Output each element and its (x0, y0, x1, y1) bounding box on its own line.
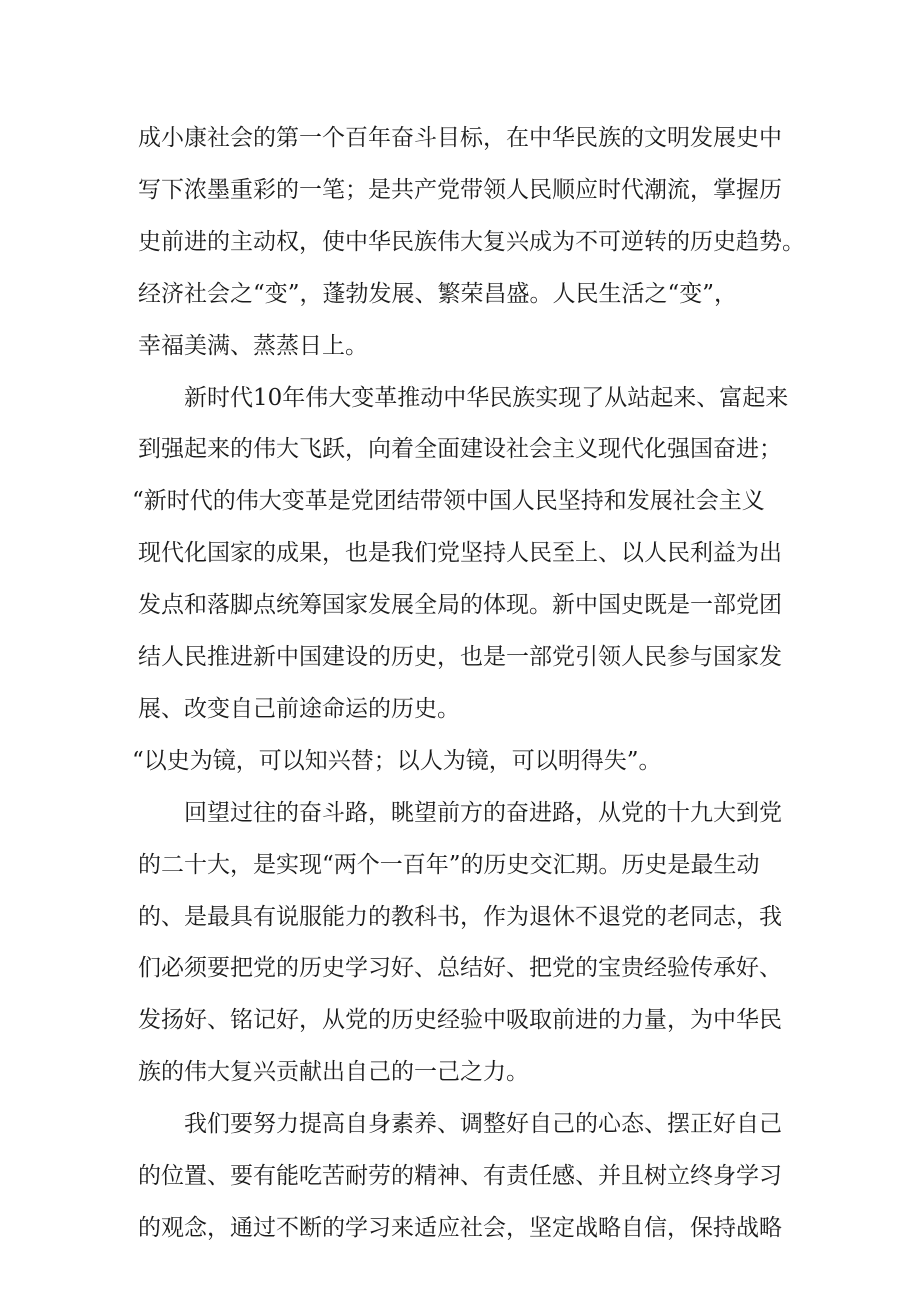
text-line: 展、改变自己前途命运的历史。 (138, 696, 460, 722)
paragraph-start-line: 新时代10年伟大变革推动中华民族实现了从站起来、富起来 (184, 385, 789, 411)
text-line: 成小康社会的第一个百年奋斗目标，在中华民族的文明发展史中 (138, 125, 782, 151)
text-line: 的、是最具有说服能力的教科书，作为退休不退党的老同志，我 (138, 904, 782, 930)
text-line: “新时代的伟大变革是党团结带领中国人民坚持和发展社会主义 (132, 488, 765, 514)
text-line: 的二十大，是实现“两个一百年”的历史交汇期。历史是最生动 (138, 852, 760, 878)
text-line: 史前进的主动权，使中华民族伟大复兴成为不可逆转的历史趋势。 (138, 229, 805, 255)
text-line: 现代化国家的成果，也是我们党坚持人民至上、以人民利益为出 (138, 540, 782, 566)
text-line: 的观念，通过不断的学习来适应社会，坚定战略自信，保持战略 (138, 1215, 782, 1241)
text-line: 族的伟大复兴贡献出自己的一己之力。 (138, 1059, 529, 1085)
text-line: 经济社会之“变”，蓬勃发展、繁荣昌盛。人民生活之“变”， (138, 281, 738, 307)
text-line: 幸福美满、蒸蒸日上。 (138, 333, 368, 359)
paragraph-start-line: 回望过往的奋斗路，眺望前方的奋进路，从党的十九大到党 (184, 800, 782, 826)
text-line: 写下浓墨重彩的一笔；是共产党带领人民顺应时代潮流，掌握历 (138, 177, 782, 203)
text-line: 到强起来的伟大飞跃，向着全面建设社会主义现代化强国奋进； (138, 436, 782, 462)
text-line: 的位置、要有能吃苦耐劳的精神、有责任感、并且树立终身学习 (138, 1163, 782, 1189)
paragraph-start-line: 我们要努力提高自身素养、调整好自己的心态、摆正好自己 (184, 1111, 782, 1137)
text-line: 发点和落脚点统筹国家发展全局的体现。新中国史既是一部党团 (138, 592, 782, 618)
quote-line: “以史为镜，可以知兴替；以人为镜，可以明得失”。 (132, 748, 662, 774)
text-line: 发扬好、铭记好，从党的历史经验中吸取前进的力量，为中华民 (138, 1007, 782, 1033)
text-line: 结人民推进新中国建设的历史，也是一部党引领人民参与国家发 (138, 644, 782, 670)
text-line: 们必须要把党的历史学习好、总结好、把党的宝贵经验传承好、 (138, 955, 782, 981)
